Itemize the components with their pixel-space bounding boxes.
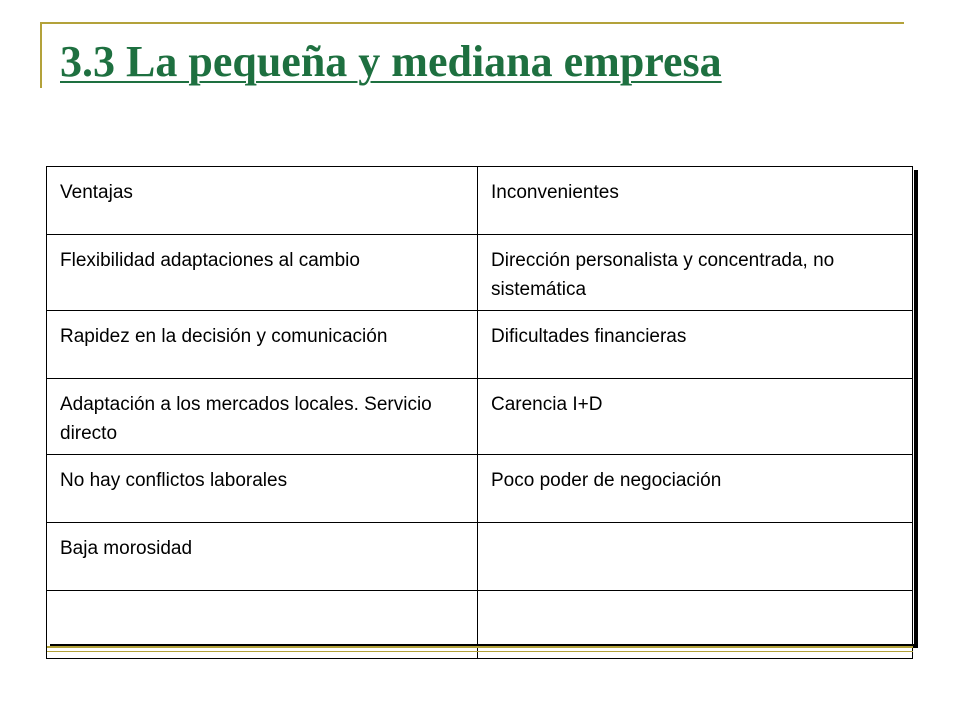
header-inconvenientes: Inconvenientes <box>478 167 913 235</box>
comparison-table <box>46 166 913 659</box>
table-header-row <box>47 167 913 235</box>
inconveniente-cell: Carencia I+D <box>478 379 913 455</box>
header-ventajas: Ventajas <box>47 167 478 235</box>
ventaja-cell: No hay conflictos laborales <box>47 455 478 523</box>
top-accent-rule <box>40 22 904 24</box>
ventaja-cell <box>47 591 478 659</box>
ventaja-cell: Adaptación a los mercados locales. Servicio directo <box>47 379 478 455</box>
bottom-accent-rule-thin <box>47 651 913 652</box>
ventaja-cell: Rapidez en la decisión y comunicación <box>47 311 478 379</box>
table-row <box>47 235 913 311</box>
inconveniente-cell <box>478 523 913 591</box>
inconveniente-cell: Dificultades financieras <box>478 311 913 379</box>
inconveniente-cell: Dirección personalista y concentrada, no sistemática <box>478 235 913 311</box>
comparison-table-container <box>46 166 914 644</box>
table-row <box>47 455 913 523</box>
left-accent-rule <box>40 22 42 88</box>
slide-title: 3.3 La pequeña y mediana empresa <box>60 37 722 86</box>
table-row <box>47 311 913 379</box>
inconveniente-cell: Poco poder de negociación <box>478 455 913 523</box>
ventaja-cell: Baja morosidad <box>47 523 478 591</box>
table-row <box>47 379 913 455</box>
inconveniente-cell <box>478 591 913 659</box>
ventaja-cell: Flexibilidad adaptaciones al cambio <box>47 235 478 311</box>
bottom-accent-rule <box>47 646 913 648</box>
table-row <box>47 591 913 659</box>
table-row <box>47 523 913 591</box>
